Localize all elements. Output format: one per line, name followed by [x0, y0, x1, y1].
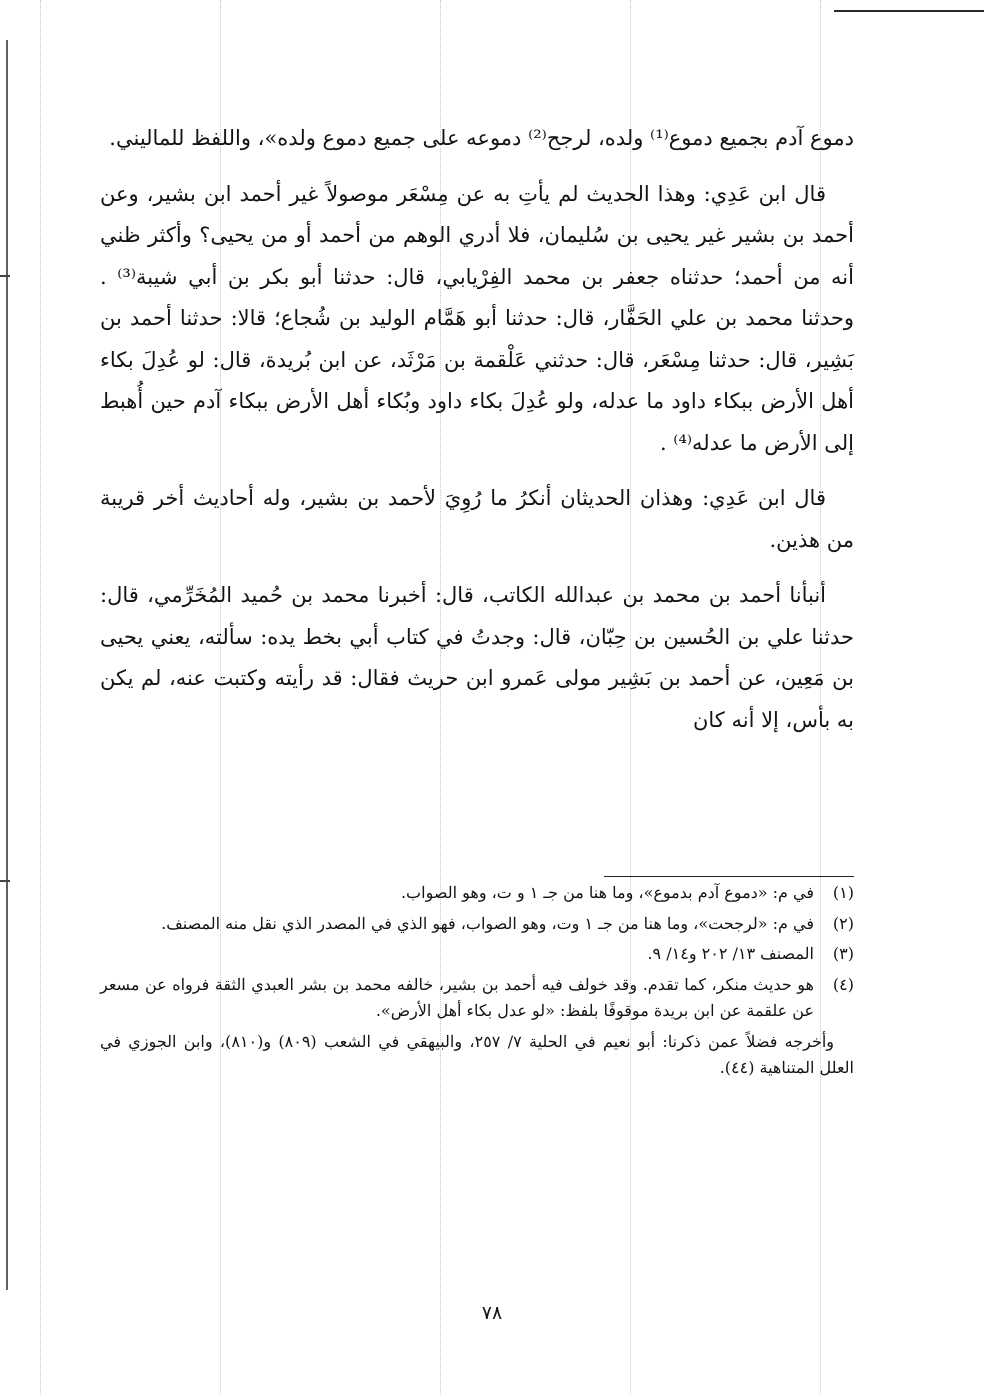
footnote-separator: [604, 876, 854, 877]
footnote-continuation: وأخرجه فضلاً عمن ذكرنا: أبو نعيم في الحلية ٧/ ٢٥٧، والبيهقي في الشعب (٨٠٩) و(٨١٠)، وابن الجوزي في العلل المتناهية (٤٤).: [100, 1031, 854, 1077]
footnote-text: المصنف ١٣/ ٢٠٢ و١٤/ ٩.: [647, 944, 814, 963]
footnote-number: (٢): [832, 913, 854, 933]
scan-dotted-line: [40, 0, 41, 1394]
footnotes: [100, 880, 854, 1082]
footnote-item: [100, 911, 854, 938]
paragraph: أنبأنا أحمد بن محمد بن عبدالله الكاتب، قال: أخبرنا محمد بن حُميد المُخَرِّمي، قال: حدثنا علي بن الحُسين بن حِبّان، قال: وجدتُ في كتاب أبي بخط يده: سألته، يعني يحيى بن مَعِين، عن أحمد بن بَشِير مولى عَمرو ابن حريث فقال: قد رأيته وكتبت عنه، لم يكن به بأس، إلا أنه كان: [100, 583, 854, 732]
footnote-text: هو حديث منكر، كما تقدم. وقد خولف فيه أحمد بن بشير، خالفه محمد بن بشر العبدي الثقة فرواه عن مسعر عن علقمة عن ابن بريدة موقوفًا بلفظ: «لو عدل بكاء أهل الأرض».: [100, 974, 814, 1020]
scan-border-top: [834, 10, 984, 12]
footnote-number: (٣): [832, 944, 854, 963]
footnote-number: (٤): [832, 974, 854, 994]
paragraph: قال ابن عَدِي: وهذان الحديثان أنكرُ ما رُوِيَ لأحمد بن بشير، وله أحاديث أخر قريبة من هذين.: [100, 486, 854, 552]
scan-tick: [0, 880, 10, 882]
footnote-item: [100, 880, 854, 907]
scan-border-left: [6, 40, 8, 1290]
footnote-text: في م: «لرجحت»، وما هنا من جـ ١ وت، وهو الصواب، فهو الذي في المصدر الذي نقل منه المصنف.: [161, 913, 814, 933]
footnote-item: [100, 972, 854, 1025]
page-body: [100, 118, 854, 755]
footnote-text: في م: «دموع آدم بدموع»، وما هنا من جـ ١ و ت، وهو الصواب.: [400, 883, 814, 902]
paragraph: قال ابن عَدِي: وهذا الحديث لم يأتِ به عن مِسْعَر موصولاً غير أحمد ابن بشير، وعن أحمد بن بشير غير يحيى بن سُليمان، فلا أدري الوهم من أحمد أو من يحيى؟ وأكثر ظني أنه من أحمد؛ حدثناه جعفر بن محمد الفِرْيابي، قال: حدثنا أبو بكر بن أبي شيبة⁽³⁾ . وحدثنا محمد بن علي الحَفَّار، قال: حدثنا أبو هَمَّام الوليد بن شُجاع؛ قالا: حدثنا أحمد بن بَشِير، قال: حدثنا مِسْعَر، قال: حدثني عَلْقمة بن مَرْثَد، عن ابن بُريدة، قال: لو عُدِلَ بكاء أهل الأرض ببكاء داود ما عدله، ولو عُدِلَ بكاء داود وبُكاء أهل الأرض ببكاء آدم حين أُهبط إلى الأرض ما عدله⁽⁴⁾ .: [100, 181, 854, 455]
paragraph: دموع آدم بجميع دموع⁽¹⁾ ولده، لرجح⁽²⁾ دموعه على جميع دموع ولده»، واللفظ للماليني.: [109, 126, 854, 150]
footnote-item: [100, 941, 854, 968]
page-number: ٧٨: [481, 1302, 503, 1324]
scan-tick: [0, 275, 10, 277]
footnote-number: (١): [832, 883, 854, 902]
